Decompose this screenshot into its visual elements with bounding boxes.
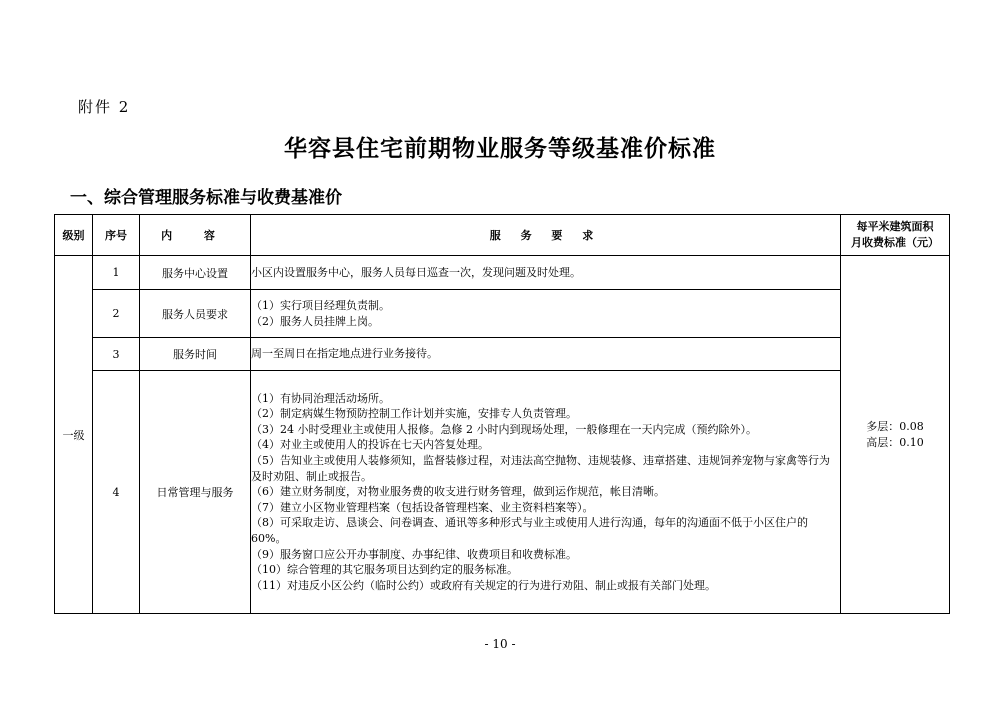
requirement-line: 周一至周日在指定地点进行业务接待。: [251, 347, 438, 361]
requirement-line: （8）可采取走访、恳谈会、问卷调查、通讯等多种形式与业主或使用人进行沟通，每年的沟通面不低于小区住户的 60%。: [251, 516, 808, 545]
header-price-line1: 每平米建筑面积: [856, 220, 934, 233]
row-requirements: [251, 290, 841, 338]
header-content: 内 容: [140, 215, 251, 256]
requirement-line: （11）对违反小区公约（临时公约）或政府有关规定的行为进行劝阻、制止或报有关部门处理。: [251, 578, 716, 592]
header-price: [841, 215, 950, 256]
row-requirements: [251, 371, 841, 614]
document-title: 华容县住宅前期物业服务等级基准价标准: [284, 136, 716, 162]
table-header-row: [55, 215, 950, 256]
header-no: 序号: [93, 215, 140, 256]
row-content: 服务时间: [140, 338, 251, 371]
requirement-line: 小区内设置服务中心，服务人员每日巡查一次，发现问题及时处理。: [251, 265, 581, 279]
price-highrise: 高层：0.10: [866, 435, 924, 449]
requirement-line: （9）服务窗口应公开办事制度、办事纪律、收费项目和收费标准。: [251, 547, 577, 561]
requirement-line: （7）建立小区物业管理档案（包括设备管理档案、业主资料档案等）。: [251, 500, 594, 514]
section-heading: 一、综合管理服务标准与收费基准价: [70, 188, 342, 208]
header-level: 级别: [55, 215, 93, 256]
requirement-line: （5）告知业主或使用人装修须知，监督装修过程，对违法高空抛物、违规装修、违章搭建、违规饲养宠物与家禽等行为及时劝阻、制止或报告。: [251, 454, 830, 483]
requirement-line: （1）有协同治理活动场所。: [251, 391, 390, 405]
requirement-line: （2）服务人员挂牌上岗。: [251, 314, 379, 328]
service-standard-table: [54, 214, 950, 614]
requirement-line: （6）建立财务制度，对物业服务费的收支进行财务管理，做到运作规范，帐目清晰。: [251, 485, 665, 499]
header-requirements: 服 务 要 求: [251, 215, 841, 256]
requirement-line: （4）对业主或使用人的投诉在七天内答复处理。: [251, 438, 489, 452]
page-number: - 10 -: [484, 637, 516, 651]
level-cell: 一级: [55, 256, 93, 614]
row-no: 1: [93, 256, 140, 290]
row-no: 4: [93, 371, 140, 614]
row-requirements: [251, 256, 841, 290]
row-no: 2: [93, 290, 140, 338]
price-multistorey: 多层：0.08: [866, 419, 924, 433]
requirement-line: （3）24 小时受理业主或使用人报修。急修 2 小时内到现场处理，一般修理在一天内完成（预约除外）。: [251, 422, 757, 436]
table-row: [55, 256, 950, 290]
table-row: [55, 290, 950, 338]
row-content: 服务中心设置: [140, 256, 251, 290]
requirement-line: （2）制定病媒生物预防控制工作计划并实施，安排专人负责管理。: [251, 407, 577, 421]
requirement-line: （1）实行项目经理负责制。: [251, 298, 390, 312]
requirement-line: （10）综合管理的其它服务项目达到约定的服务标准。: [251, 563, 518, 577]
table-row: [55, 338, 950, 371]
price-cell: [841, 256, 950, 614]
row-content: 服务人员要求: [140, 290, 251, 338]
header-price-line2: 月收费标准（元）: [851, 236, 939, 249]
row-content: 日常管理与服务: [140, 371, 251, 614]
row-requirements: [251, 338, 841, 371]
attachment-label: 附件 2: [78, 98, 131, 116]
row-no: 3: [93, 338, 140, 371]
table-row: [55, 371, 950, 614]
